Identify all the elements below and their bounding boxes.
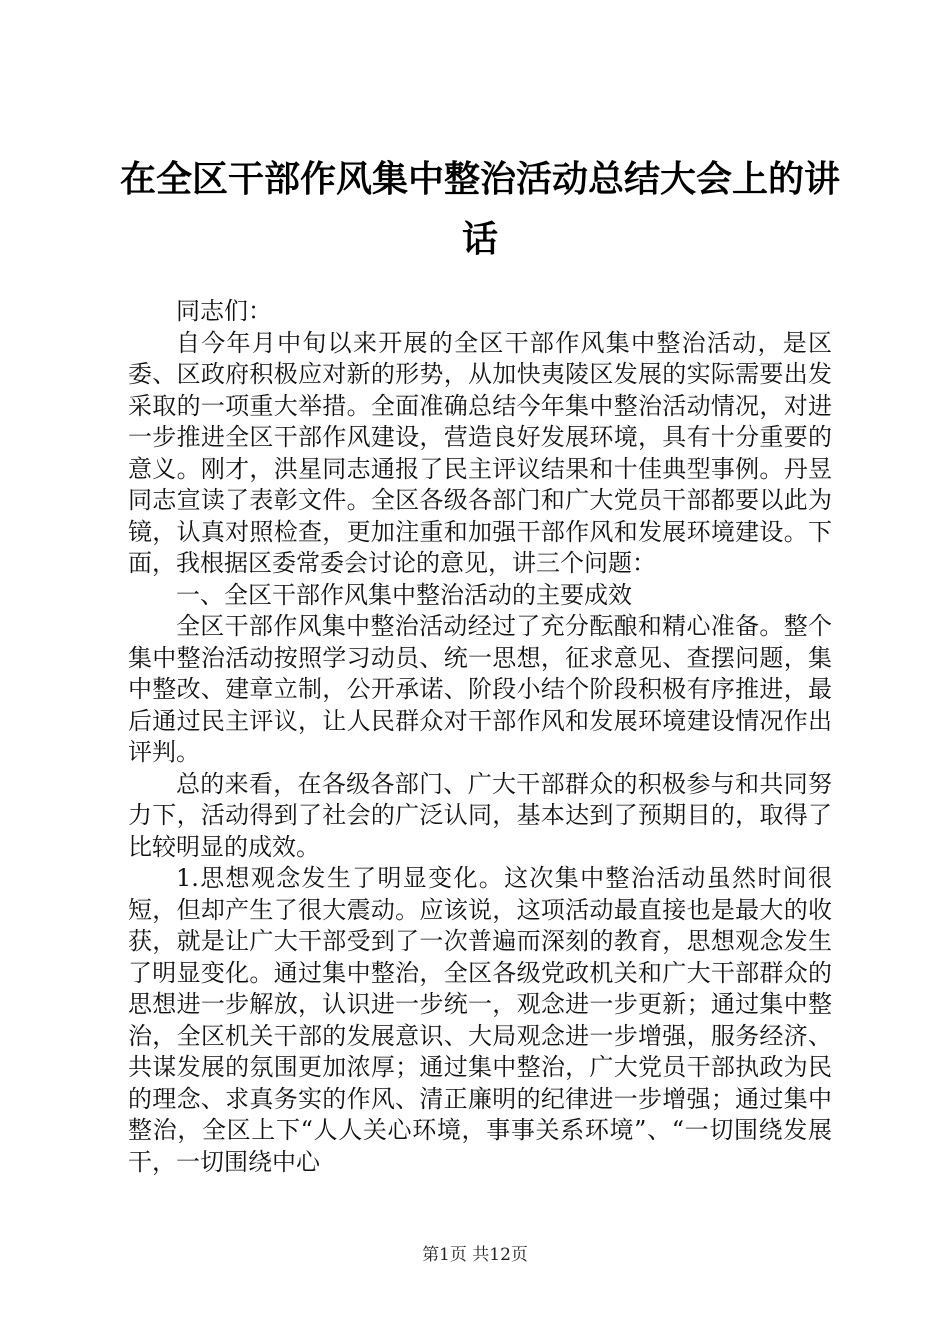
page-footer: 第1页 共12页 <box>422 1245 528 1265</box>
document-title: 在全区干部作风集中整治活动总结大会上的讲话 <box>119 159 840 260</box>
paragraph: 全区干部作风集中整治活动经过了充分酝酿和精心准备。整个集中整治活动按照学习动员、统一思想，征求意见、查摆问题，集中整改、建章立制，公开承诺、阶段小结个阶段积极有序推进，最后通过民主评议，让人民群众对干部作风和发展环境建设情况作出评判。 <box>128 612 832 766</box>
paragraph: 1.思想观念发生了明显变化。这次集中整治活动虽然时间很短，但却产生了很大震动。应该说，这项活动最直接也是最大的收获，就是让广大干部受到了一次普遍而深刻的教育，思想观念发生了明显变化。通过集中整治，全区各级党政机关和广大干部群众的思想进一步解放，认识进一步统一，观念进一步更新；通过集中整治，全区机关干部的发展意识、大局观念进一步增强，服务经济、共谋发展的氛围更加浓厚；通过集中整治，广大党员干部执政为民的理念、求真务实的作风、清正廉明的纪律进一步增强；通过集中整治，全区上下“人人关心环境，事事关系环境”、“一切围绕发展干，一切围绕中心 <box>128 864 832 1176</box>
paragraph: 总的来看，在各级各部门、广大干部群众的积极参与和共同努力下，活动得到了社会的广泛认同，基本达到了预期目的，取得了比较明显的成效。 <box>128 769 832 861</box>
document-body <box>128 296 832 1178</box>
paragraph-intro: 自今年月中旬以来开展的全区干部作风集中整治活动，是区委、区政府积极应对新的形势，从加快夷陵区发展的实际需要出发采取的一项重大举措。全面准确总结今年集中整治活动情况，对进一步推进全区干部作风建设，营造良好发展环境，具有十分重要的意义。刚才，洪星同志通报了民主评议结果和十佳典型事例。丹昱同志宣读了表彰文件。全区各级各部门和广大党员干部都要以此为镜，认真对照检查，更加注重和加强干部作风和发展环境建设。下面，我根据区委常委会讨论的意见，讲三个问题： <box>128 328 832 577</box>
paragraph-salutation: 同志们： <box>176 297 272 325</box>
section-heading: 一、全区干部作风集中整治活动的主要成效 <box>176 580 632 609</box>
